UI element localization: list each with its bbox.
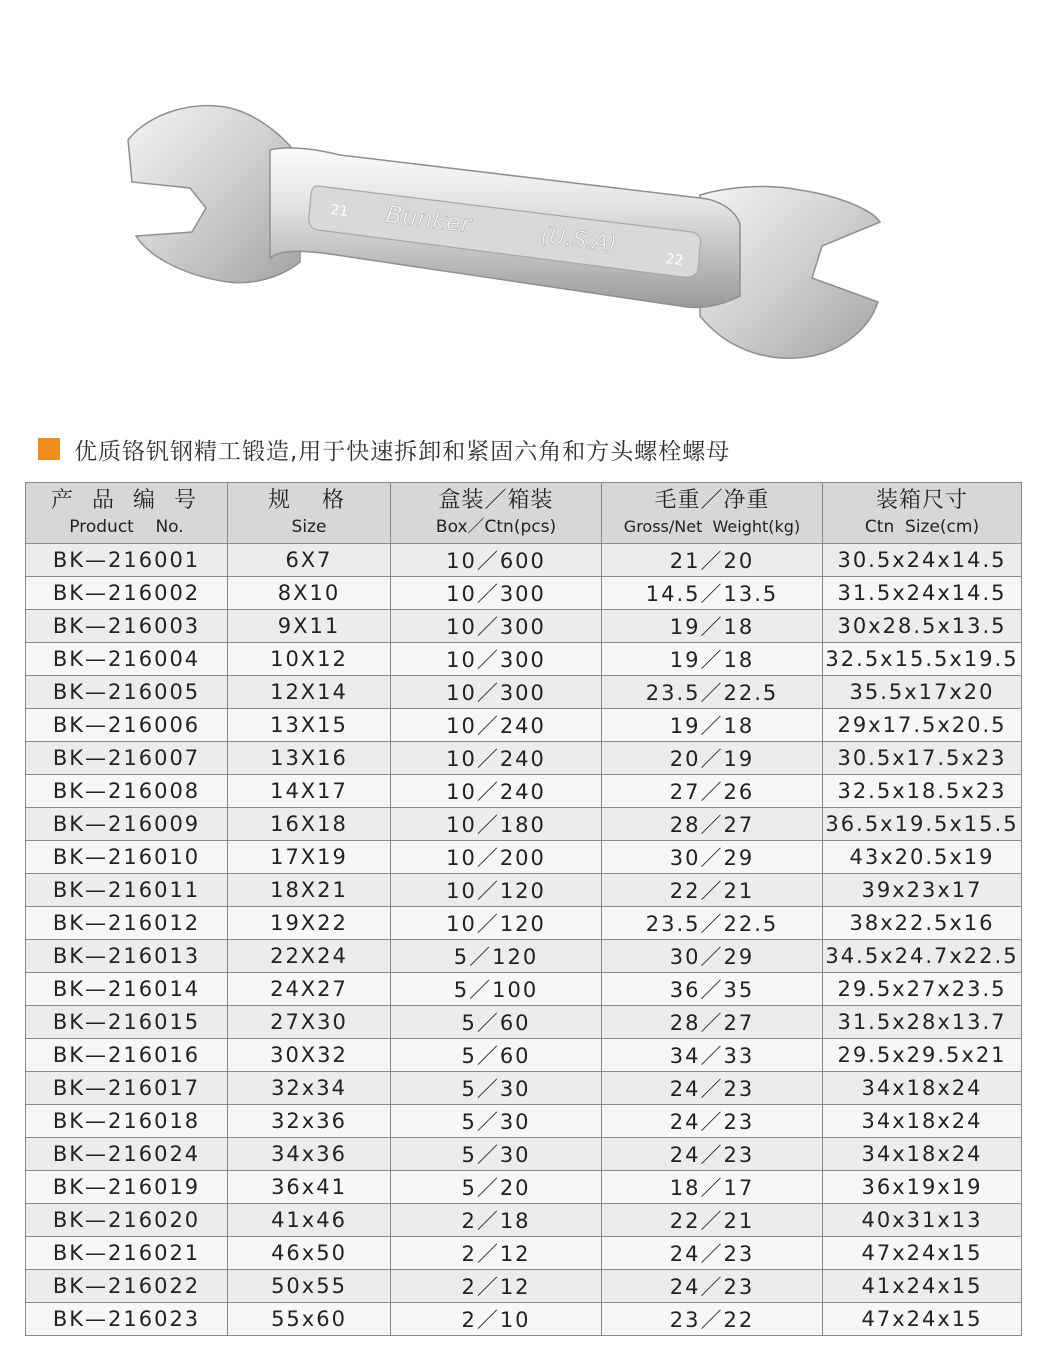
cell-ctn-size: 43x20.5x19: [823, 841, 1022, 874]
cell-box-ctn: 5／60: [391, 1006, 602, 1039]
product-description: [38, 432, 730, 466]
cell-size: 13X16: [228, 742, 391, 775]
header-weight: [602, 483, 823, 544]
cell-size: 14X17: [228, 775, 391, 808]
cell-product-no: BK—216018: [26, 1105, 228, 1138]
cell-size: 46x50: [228, 1237, 391, 1270]
table-row: [26, 1006, 1022, 1039]
table-row: [26, 1171, 1022, 1204]
cell-ctn-size: 41x24x15: [823, 1270, 1022, 1303]
header-box-ctn: [391, 483, 602, 544]
cell-size: 6X7: [228, 544, 391, 577]
cell-weight: 20／19: [602, 742, 823, 775]
cell-box-ctn: 10／240: [391, 775, 602, 808]
cell-product-no: BK—216005: [26, 676, 228, 709]
header-en: Ctn Size(cm): [864, 517, 980, 537]
cell-box-ctn: 10／200: [391, 841, 602, 874]
cell-weight: 34／33: [602, 1039, 823, 1072]
size-mark-right: 22: [664, 251, 685, 270]
cell-size: 30X32: [228, 1039, 391, 1072]
table-row: [26, 1105, 1022, 1138]
cell-box-ctn: 10／240: [391, 709, 602, 742]
cell-product-no: BK—216011: [26, 874, 228, 907]
cell-box-ctn: 2／12: [391, 1270, 602, 1303]
cell-ctn-size: 34x18x24: [823, 1072, 1022, 1105]
cell-size: 12X14: [228, 676, 391, 709]
table-row: [26, 1204, 1022, 1237]
cell-box-ctn: 5／100: [391, 973, 602, 1006]
cell-product-no: BK—216006: [26, 709, 228, 742]
cell-product-no: BK—216007: [26, 742, 228, 775]
header-ctn-size: [823, 483, 1022, 544]
cell-size: 13X15: [228, 709, 391, 742]
cell-box-ctn: 2／10: [391, 1303, 602, 1336]
brand-engraving: Bunker: [384, 200, 473, 239]
cell-ctn-size: 32.5x18.5x23: [823, 775, 1022, 808]
table-row: [26, 1072, 1022, 1105]
table-row: [26, 1237, 1022, 1270]
table-row: [26, 709, 1022, 742]
cell-weight: 23.5／22.5: [602, 907, 823, 940]
cell-size: 16X18: [228, 808, 391, 841]
product-image: [0, 0, 1051, 420]
cell-ctn-size: 36x19x19: [823, 1171, 1022, 1204]
cell-weight: 23／22: [602, 1303, 823, 1336]
cell-product-no: BK—216001: [26, 544, 228, 577]
cell-box-ctn: 10／600: [391, 544, 602, 577]
cell-weight: 14.5／13.5: [602, 577, 823, 610]
cell-product-no: BK—216003: [26, 610, 228, 643]
header-zh: 装箱尺寸: [875, 488, 968, 513]
cell-size: 55x60: [228, 1303, 391, 1336]
header-en: Size: [291, 517, 327, 537]
size-mark-left: 21: [329, 202, 350, 221]
cell-weight: 22／21: [602, 1204, 823, 1237]
header-en: Box／Ctn(pcs): [435, 517, 557, 537]
cell-product-no: BK—216015: [26, 1006, 228, 1039]
cell-weight: 24／23: [602, 1237, 823, 1270]
table-row: [26, 544, 1022, 577]
cell-box-ctn: 5／20: [391, 1171, 602, 1204]
header-zh: 规 格: [268, 488, 350, 513]
cell-ctn-size: 34x18x24: [823, 1105, 1022, 1138]
cell-product-no: BK—216010: [26, 841, 228, 874]
cell-weight: 24／23: [602, 1138, 823, 1171]
cell-ctn-size: 34x18x24: [823, 1138, 1022, 1171]
cell-weight: 24／23: [602, 1270, 823, 1303]
cell-size: 22X24: [228, 940, 391, 973]
table-row: [26, 610, 1022, 643]
cell-weight: 19／18: [602, 709, 823, 742]
table-row: [26, 1303, 1022, 1336]
cell-size: 36x41: [228, 1171, 391, 1204]
cell-product-no: BK—216002: [26, 577, 228, 610]
cell-box-ctn: 10／300: [391, 577, 602, 610]
table-row: [26, 577, 1022, 610]
cell-size: 8X10: [228, 577, 391, 610]
cell-ctn-size: 47x24x15: [823, 1303, 1022, 1336]
cell-box-ctn: 10／180: [391, 808, 602, 841]
cell-box-ctn: 10／240: [391, 742, 602, 775]
cell-weight: 24／23: [602, 1072, 823, 1105]
cell-size: 32x36: [228, 1105, 391, 1138]
table-row: [26, 775, 1022, 808]
cell-box-ctn: 5／60: [391, 1039, 602, 1072]
cell-product-no: BK—216004: [26, 643, 228, 676]
cell-box-ctn: 5／30: [391, 1072, 602, 1105]
cell-ctn-size: 32.5x15.5x19.5: [823, 643, 1022, 676]
cell-size: 41x46: [228, 1204, 391, 1237]
header-zh: 毛重／净重: [654, 488, 770, 513]
cell-size: 24X27: [228, 973, 391, 1006]
cell-box-ctn: 10／120: [391, 907, 602, 940]
header-size: [228, 483, 391, 544]
cell-size: 34x36: [228, 1138, 391, 1171]
cell-ctn-size: 30x28.5x13.5: [823, 610, 1022, 643]
wrench-icon: [0, 0, 1051, 420]
table-row: [26, 1039, 1022, 1072]
cell-box-ctn: 5／30: [391, 1105, 602, 1138]
cell-product-no: BK—216016: [26, 1039, 228, 1072]
cell-size: 10X12: [228, 643, 391, 676]
cell-weight: 28／27: [602, 1006, 823, 1039]
cell-size: 32x34: [228, 1072, 391, 1105]
orange-square-icon: [38, 438, 60, 460]
cell-ctn-size: 31.5x24x14.5: [823, 577, 1022, 610]
cell-size: 9X11: [228, 610, 391, 643]
header-zh: 盒装／箱装: [438, 488, 554, 513]
cell-box-ctn: 10／120: [391, 874, 602, 907]
cell-weight: 19／18: [602, 643, 823, 676]
cell-box-ctn: 2／12: [391, 1237, 602, 1270]
cell-ctn-size: 34.5x24.7x22.5: [823, 940, 1022, 973]
cell-weight: 27／26: [602, 775, 823, 808]
cell-size: 27X30: [228, 1006, 391, 1039]
cell-product-no: BK—216024: [26, 1138, 228, 1171]
description-text: 优质铬钒钢精工锻造,用于快速拆卸和紧固六角和方头螺栓螺母: [74, 438, 731, 465]
cell-box-ctn: 5／30: [391, 1138, 602, 1171]
cell-weight: 36／35: [602, 973, 823, 1006]
header-en: Product No.: [69, 517, 184, 537]
cell-product-no: BK—216017: [26, 1072, 228, 1105]
table-row: [26, 643, 1022, 676]
cell-weight: 22／21: [602, 874, 823, 907]
cell-weight: 21／20: [602, 544, 823, 577]
cell-weight: 30／29: [602, 841, 823, 874]
cell-product-no: BK—216023: [26, 1303, 228, 1336]
cell-product-no: BK—216012: [26, 907, 228, 940]
table-row: [26, 874, 1022, 907]
cell-product-no: BK—216021: [26, 1237, 228, 1270]
cell-ctn-size: 40x31x13: [823, 1204, 1022, 1237]
cell-product-no: BK—216019: [26, 1171, 228, 1204]
cell-box-ctn: 10／300: [391, 676, 602, 709]
cell-weight: 30／29: [602, 940, 823, 973]
cell-ctn-size: 36.5x19.5x15.5: [823, 808, 1022, 841]
cell-box-ctn: 10／300: [391, 643, 602, 676]
header-en: Gross/Net Weight(kg): [623, 517, 801, 536]
cell-ctn-size: 30.5x17.5x23: [823, 742, 1022, 775]
table-row: [26, 808, 1022, 841]
cell-ctn-size: 47x24x15: [823, 1237, 1022, 1270]
cell-weight: 19／18: [602, 610, 823, 643]
header-product-no: [26, 483, 228, 544]
table-row: [26, 940, 1022, 973]
cell-weight: 28／27: [602, 808, 823, 841]
table-row: [26, 841, 1022, 874]
cell-ctn-size: 35.5x17x20: [823, 676, 1022, 709]
cell-product-no: BK—216014: [26, 973, 228, 1006]
cell-weight: 23.5／22.5: [602, 676, 823, 709]
table-row: [26, 973, 1022, 1006]
cell-ctn-size: 29.5x27x23.5: [823, 973, 1022, 1006]
cell-weight: 18／17: [602, 1171, 823, 1204]
header-zh: 产 品 编 号: [51, 488, 202, 513]
cell-product-no: BK—216008: [26, 775, 228, 808]
cell-weight: 24／23: [602, 1105, 823, 1138]
table-row: [26, 676, 1022, 709]
table-body: [26, 544, 1022, 1336]
cell-size: 17X19: [228, 841, 391, 874]
cell-ctn-size: 29.5x29.5x21: [823, 1039, 1022, 1072]
cell-size: 19X22: [228, 907, 391, 940]
cell-size: 18X21: [228, 874, 391, 907]
table-row: [26, 742, 1022, 775]
table-row: [26, 1138, 1022, 1171]
cell-size: 50x55: [228, 1270, 391, 1303]
cell-ctn-size: 30.5x24x14.5: [823, 544, 1022, 577]
cell-product-no: BK—216022: [26, 1270, 228, 1303]
cell-product-no: BK—216009: [26, 808, 228, 841]
table-header-row: [26, 483, 1022, 544]
cell-box-ctn: 5／120: [391, 940, 602, 973]
table-row: [26, 907, 1022, 940]
table-row: [26, 1270, 1022, 1303]
cell-ctn-size: 39x23x17: [823, 874, 1022, 907]
origin-engraving: (U.S.A): [539, 223, 619, 258]
cell-box-ctn: 10／300: [391, 610, 602, 643]
spec-table: [25, 482, 1022, 1336]
cell-ctn-size: 38x22.5x16: [823, 907, 1022, 940]
cell-box-ctn: 2／18: [391, 1204, 602, 1237]
cell-product-no: BK—216020: [26, 1204, 228, 1237]
cell-ctn-size: 29x17.5x20.5: [823, 709, 1022, 742]
cell-product-no: BK—216013: [26, 940, 228, 973]
cell-ctn-size: 31.5x28x13.7: [823, 1006, 1022, 1039]
